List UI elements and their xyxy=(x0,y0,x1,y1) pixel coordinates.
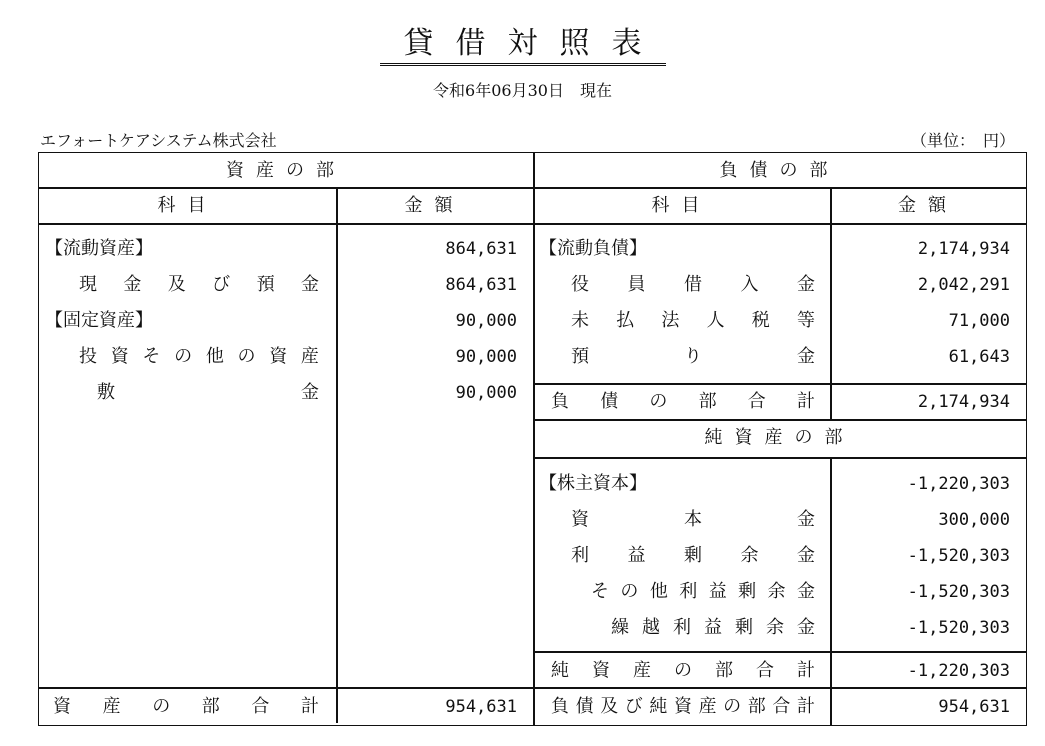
liab-row-amount: 2,042,291 xyxy=(917,275,1010,295)
liab-amount-header: 金額 xyxy=(898,195,958,216)
assets-account-header: 科目 xyxy=(157,195,218,216)
net-row-amount: 300,000 xyxy=(938,510,1010,530)
asset-row-amount: 90,000 xyxy=(455,311,517,331)
asset-row-amount: 864,631 xyxy=(445,275,517,295)
assets-total-amount: 954,631 xyxy=(445,697,517,717)
asset-row-amount: 864,631 xyxy=(445,239,517,259)
net-row-amount: -1,520,303 xyxy=(907,582,1010,602)
date-line: 令和6年06月30日 現在 xyxy=(433,81,612,100)
asset-row-amount: 90,000 xyxy=(455,383,517,403)
liab-row-label: 役 員 借 入 金 xyxy=(571,274,815,295)
balance-sheet-table xyxy=(38,152,1027,726)
net-row-amount: -1,520,303 xyxy=(907,546,1010,566)
assets-total-label: 資 産 の 部 合 計 xyxy=(53,696,319,717)
document-title: 貸借対照表 xyxy=(0,18,1045,62)
asset-row-amount: 90,000 xyxy=(455,347,517,367)
liab-net-total-label: 負 債 及 び 純 資 産 の 部 合 計 xyxy=(551,696,815,717)
net-row-amount: -1,220,303 xyxy=(907,474,1010,494)
liabilities-section-header: 負債の部 xyxy=(719,160,840,181)
asset-row-label: 投 資 そ の 他 の 資 産 xyxy=(79,346,319,367)
liab-row-label: 【流動負債】 xyxy=(539,238,647,259)
net-header-bottom xyxy=(533,457,1026,459)
liab-account-header: 科目 xyxy=(651,195,712,216)
unit-label: （単位： 円） xyxy=(910,131,1015,150)
assets-amount-header: 金額 xyxy=(404,195,465,216)
net-row-label: 資 本 金 xyxy=(571,509,815,530)
net-row-label: 【株主資本】 xyxy=(539,473,647,494)
liab-row-label: 預 り 金 xyxy=(571,346,815,367)
net-row-label: 繰 越 利 益 剰 余 金 xyxy=(611,617,815,638)
liab-total-amount: 2,174,934 xyxy=(917,392,1010,412)
net-total-amount: -1,220,303 xyxy=(907,661,1010,681)
liab-net-total-amount: 954,631 xyxy=(938,697,1010,717)
assets-section-header: 資産の部 xyxy=(226,160,346,181)
asset-row-label: 現 金 及 び 預 金 xyxy=(79,274,319,295)
company-name: エフォートケアシステム株式会社 xyxy=(40,131,277,150)
liab-row-amount: 71,000 xyxy=(948,311,1010,331)
asset-row-label: 【固定資産】 xyxy=(45,310,153,331)
liab-row-label: 未 払 法 人 税 等 xyxy=(571,310,815,331)
asset-row-label: 【流動資産】 xyxy=(45,238,153,259)
net-row-label: 利 益 剰 余 金 xyxy=(571,545,815,566)
net-row-amount: -1,520,303 xyxy=(907,618,1010,638)
net-assets-section-header: 純資産の部 xyxy=(704,427,855,448)
asset-row-label: 敷 金 xyxy=(97,382,319,403)
net-row-label: そ の 他 利 益 剰 余 金 xyxy=(591,581,815,602)
net-total-label: 純 資 産 の 部 合 計 xyxy=(551,660,815,681)
liab-row-amount: 2,174,934 xyxy=(917,239,1010,259)
liab-total-label: 負 債 の 部 合 計 xyxy=(551,391,815,412)
liab-row-amount: 61,643 xyxy=(948,347,1010,367)
